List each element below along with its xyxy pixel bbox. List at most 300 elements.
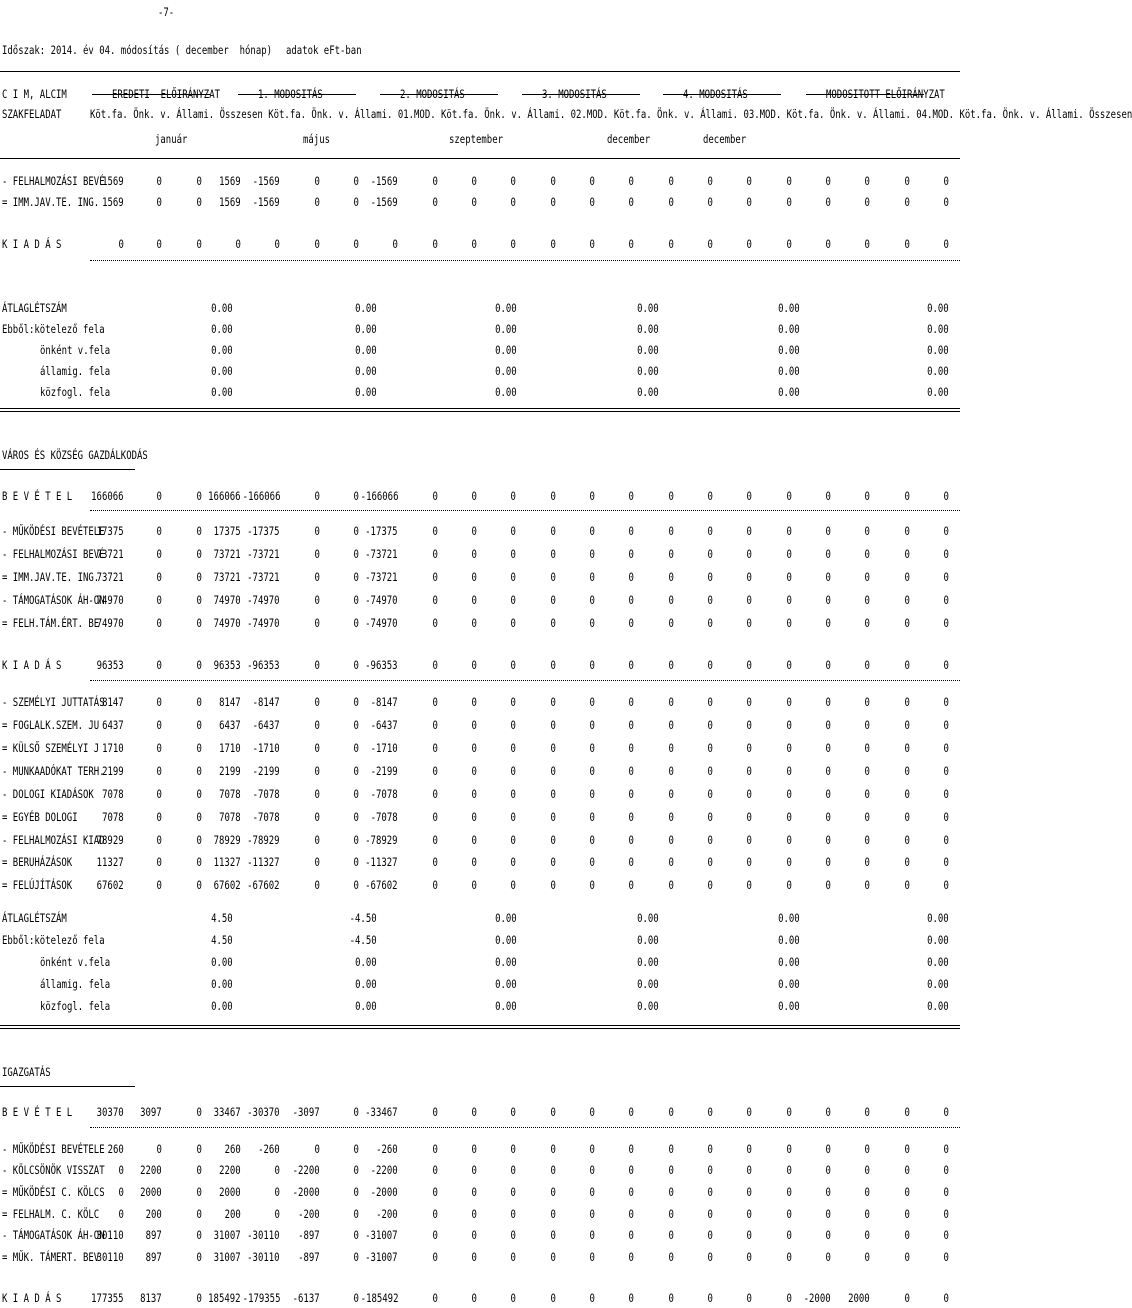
row-value: 0	[314, 855, 320, 869]
row-value: -6437	[252, 718, 280, 732]
row-value: 0	[314, 570, 320, 584]
staff-value: 0.00	[637, 322, 659, 336]
row-label: = FELÚJÍTÁSOK	[2, 878, 73, 892]
row-value: 0	[510, 570, 516, 584]
row-value: 0	[943, 1105, 949, 1119]
row-value: 0	[353, 764, 359, 778]
row-value: 2000	[848, 1291, 870, 1305]
row-value: 0	[196, 878, 202, 892]
row-value: 0	[196, 616, 202, 630]
row-value: 0	[353, 741, 359, 755]
row-value: 0	[314, 695, 320, 709]
row-value: 11327	[96, 855, 124, 869]
row-value: 74970	[96, 593, 124, 607]
column-month: január	[155, 132, 188, 146]
row-value: 0	[864, 787, 870, 801]
row-value: 0	[510, 1185, 516, 1199]
row-value: 0	[589, 1185, 595, 1199]
row-value: 0	[196, 658, 202, 672]
staff-value: 0.00	[927, 385, 949, 399]
section-separator	[0, 408, 960, 412]
row-value: 0	[825, 1185, 831, 1199]
row-value: 0	[825, 616, 831, 630]
row-value: 0	[510, 1105, 516, 1119]
row-value: 0	[353, 855, 359, 869]
group-bracket	[238, 94, 356, 95]
row-value: 0	[904, 741, 910, 755]
row-value: 0	[353, 524, 359, 538]
row-value: 17375	[213, 524, 241, 538]
row-label: - KÖLCSÖNÖK VISSZAT	[2, 1163, 105, 1177]
row-value: 0	[668, 810, 674, 824]
row-value: 0	[746, 174, 752, 188]
row-value: 0	[432, 489, 438, 503]
row-value: 0	[943, 1291, 949, 1305]
row-value: 0	[156, 524, 162, 538]
staff-value: 0.00	[927, 364, 949, 378]
staff-value: 0.00	[495, 343, 517, 357]
row-value: 0	[314, 878, 320, 892]
row-value: 0	[786, 616, 792, 630]
row-value: 0	[825, 741, 831, 755]
row-value: 0	[432, 695, 438, 709]
row-value: 0	[196, 547, 202, 561]
staff-value: 0.00	[355, 955, 377, 969]
row-value: 0	[943, 1163, 949, 1177]
row-value: 1710	[219, 741, 241, 755]
row-value: 0	[156, 833, 162, 847]
row-value: 0	[589, 810, 595, 824]
row-value: 0	[825, 764, 831, 778]
staff-value: -4.50	[349, 911, 377, 925]
staff-value: 0.00	[637, 385, 659, 399]
row-value: -17375	[365, 524, 398, 538]
row-value: 0	[510, 195, 516, 209]
row-value: 7078	[102, 787, 124, 801]
row-value: 0	[471, 718, 477, 732]
staff-value: 0.00	[927, 301, 949, 315]
row-value: 0	[274, 1185, 280, 1199]
row-value: 0	[904, 616, 910, 630]
row-value: 0	[746, 616, 752, 630]
row-value: 0	[746, 718, 752, 732]
row-value: 0	[786, 718, 792, 732]
staff-value: 0.00	[637, 364, 659, 378]
row-value: 0	[550, 195, 556, 209]
row-value: 31007	[213, 1228, 241, 1242]
staff-value: 0.00	[211, 977, 233, 991]
staff-value: 0.00	[495, 999, 517, 1013]
column-month: szeptember	[449, 132, 504, 146]
row-value: 0	[825, 855, 831, 869]
row-value: -6137	[292, 1291, 320, 1305]
row-value: -2199	[370, 764, 398, 778]
column-group-header: 2. MODOSITÁS	[400, 87, 465, 101]
row-value: 0	[786, 1291, 792, 1305]
row-value: 0	[825, 833, 831, 847]
row-value: 0	[864, 1142, 870, 1156]
row-value: 0	[589, 593, 595, 607]
row-value: 0	[156, 658, 162, 672]
staff-value: 0.00	[927, 911, 949, 925]
row-value: 0	[746, 237, 752, 251]
row-value: -74970	[247, 593, 280, 607]
row-value: 0	[786, 1163, 792, 1177]
row-value: 0	[864, 1185, 870, 1199]
row-value: 0	[943, 741, 949, 755]
row-value: 0	[904, 1105, 910, 1119]
row-value: 0	[864, 878, 870, 892]
row-value: 0	[432, 658, 438, 672]
row-value: 0	[746, 855, 752, 869]
row-value: 0	[510, 878, 516, 892]
row-value: 0	[825, 524, 831, 538]
row-label: - TÁMOGATÁSOK ÁH-ON	[2, 593, 105, 607]
row-value: 0	[196, 810, 202, 824]
row-value: 0	[510, 695, 516, 709]
row-value: 0	[589, 1105, 595, 1119]
row-value: 0	[746, 1250, 752, 1264]
staff-value: 0.00	[927, 343, 949, 357]
row-value: 0	[156, 489, 162, 503]
row-value: 0	[156, 174, 162, 188]
row-value: 260	[107, 1142, 124, 1156]
row-value: 0	[746, 1228, 752, 1242]
row-value: -7078	[252, 810, 280, 824]
row-value: 0	[196, 855, 202, 869]
row-value: -1569	[252, 195, 280, 209]
row-value: 0	[943, 1250, 949, 1264]
row-value: 0	[432, 1105, 438, 1119]
row-value: -74970	[365, 593, 398, 607]
row-value: 0	[550, 695, 556, 709]
row-value: 0	[825, 547, 831, 561]
row-value: 0	[707, 616, 713, 630]
row-value: 0	[786, 658, 792, 672]
row-value: 0	[314, 174, 320, 188]
row-value: -7078	[252, 787, 280, 801]
staff-value: 0.00	[778, 301, 800, 315]
row-value: 0	[314, 833, 320, 847]
staff-value: 0.00	[355, 301, 377, 315]
row-value: 0	[668, 695, 674, 709]
row-value: 74970	[96, 616, 124, 630]
row-value: 0	[510, 524, 516, 538]
row-value: 0	[746, 1207, 752, 1221]
row-value: 0	[510, 547, 516, 561]
row-value: 0	[864, 1228, 870, 1242]
row-value: 0	[314, 547, 320, 561]
row-value: -179355	[242, 1291, 280, 1305]
row-value: 0	[628, 833, 634, 847]
row-value: 0	[825, 489, 831, 503]
row-value: 0	[589, 1142, 595, 1156]
row-value: 0	[904, 695, 910, 709]
staff-value: 0.00	[211, 301, 233, 315]
row-value: -1710	[370, 741, 398, 755]
row-value: -7078	[370, 787, 398, 801]
row-value: 0	[628, 524, 634, 538]
row-value: 0	[786, 855, 792, 869]
row-value: 0	[707, 1163, 713, 1177]
row-value: 0	[196, 741, 202, 755]
row-label: K I A D Á S	[2, 237, 62, 251]
row-value: -166066	[360, 489, 398, 503]
row-value: 0	[786, 1105, 792, 1119]
row-value: 6437	[102, 718, 124, 732]
row-value: 0	[156, 570, 162, 584]
row-label: - FELHALMOZÁSI BEVÉ	[2, 547, 105, 561]
row-value: 0	[589, 787, 595, 801]
row-value: 0	[825, 1207, 831, 1221]
row-value: 17375	[96, 524, 124, 538]
row-value: 0	[471, 524, 477, 538]
group-bracket	[663, 94, 781, 95]
row-value: 96353	[96, 658, 124, 672]
staff-label: önként v.fela	[40, 343, 111, 357]
row-value: 0	[196, 787, 202, 801]
row-value: -30110	[247, 1250, 280, 1264]
row-value: -74970	[365, 616, 398, 630]
column-label-szakfeladat: SZAKFELADAT	[2, 107, 62, 121]
row-value: 0	[668, 237, 674, 251]
row-label: = FOGLALK.SZEM. JU	[2, 718, 100, 732]
row-value: -6437	[370, 718, 398, 732]
row-value: 0	[825, 787, 831, 801]
row-value: 0	[943, 1142, 949, 1156]
row-value: 0	[864, 833, 870, 847]
row-value: 0	[746, 695, 752, 709]
row-value: 0	[196, 524, 202, 538]
row-value: 0	[589, 1228, 595, 1242]
row-value: 0	[471, 1207, 477, 1221]
row-value: 0	[589, 718, 595, 732]
row-value: 0	[589, 616, 595, 630]
staff-value: 0.00	[778, 385, 800, 399]
row-value: -31007	[365, 1250, 398, 1264]
row-value: 0	[943, 570, 949, 584]
row-value: 0	[196, 195, 202, 209]
row-value: 0	[471, 570, 477, 584]
row-value: 0	[118, 237, 124, 251]
row-value: 0	[589, 833, 595, 847]
row-value: 0	[825, 1163, 831, 1177]
row-value: 0	[550, 174, 556, 188]
row-value: 8147	[219, 695, 241, 709]
staff-value: 0.00	[927, 999, 949, 1013]
row-value: -33467	[365, 1105, 398, 1119]
section-separator	[0, 1025, 960, 1029]
row-value: 0	[628, 741, 634, 755]
row-value: 0	[628, 718, 634, 732]
row-value: 7078	[219, 787, 241, 801]
row-value: 0	[510, 1228, 516, 1242]
row-value: 0	[432, 195, 438, 209]
staff-label: Ebből:kötelező fela	[2, 322, 105, 336]
row-value: 0	[510, 741, 516, 755]
staff-value: 0.00	[778, 322, 800, 336]
staff-value: 0.00	[495, 955, 517, 969]
row-value: 0	[510, 764, 516, 778]
row-value: 0	[864, 764, 870, 778]
row-value: 0	[825, 878, 831, 892]
row-label: B E V É T E L	[2, 489, 73, 503]
column-group-header: MODOSITOTT ELŐIRÁNYZAT	[826, 87, 945, 101]
row-value: 166066	[208, 489, 241, 503]
row-value: 0	[707, 593, 713, 607]
row-value: 0	[904, 878, 910, 892]
row-value: 0	[196, 1207, 202, 1221]
row-value: 0	[825, 718, 831, 732]
row-value: 0	[156, 810, 162, 824]
row-label: - TÁMOGATÁSOK ÁH-ON	[2, 1228, 105, 1242]
row-value: 0	[707, 658, 713, 672]
row-value: 0	[943, 810, 949, 824]
row-value: 0	[707, 1250, 713, 1264]
row-value: 0	[786, 764, 792, 778]
row-value: 0	[471, 1163, 477, 1177]
row-value: 8137	[140, 1291, 162, 1305]
row-value: 0	[510, 593, 516, 607]
staff-value: 0.00	[495, 977, 517, 991]
row-value: 0	[746, 489, 752, 503]
row-value: 0	[156, 195, 162, 209]
row-value: 0	[707, 1207, 713, 1221]
row-value: 0	[668, 718, 674, 732]
group-bracket	[380, 94, 498, 95]
row-value: 0	[471, 787, 477, 801]
row-value: 0	[786, 695, 792, 709]
row-value: 0	[904, 787, 910, 801]
row-value: 0	[864, 174, 870, 188]
row-value: 0	[353, 878, 359, 892]
row-value: 0	[353, 593, 359, 607]
row-value: 0	[786, 1142, 792, 1156]
row-value: 0	[904, 833, 910, 847]
row-value: 96353	[213, 658, 241, 672]
row-value: -30110	[247, 1228, 280, 1242]
row-value: 1569	[219, 195, 241, 209]
row-value: 0	[550, 570, 556, 584]
row-value: 0	[707, 833, 713, 847]
staff-label: államig. fela	[40, 977, 111, 991]
row-value: -78929	[365, 833, 398, 847]
row-value: 6437	[219, 718, 241, 732]
row-value: 0	[864, 855, 870, 869]
row-value: 0	[589, 547, 595, 561]
row-value: 0	[864, 718, 870, 732]
row-value: 0	[550, 810, 556, 824]
row-label: = FELHALM. C. KÖLC	[2, 1207, 100, 1221]
period-label: Időszak: 2014. év 04. módosítás ( december hónap)	[2, 43, 273, 57]
row-value: 0	[864, 741, 870, 755]
row-value: -897	[298, 1228, 320, 1242]
row-value: -8147	[370, 695, 398, 709]
staff-value: 0.00	[927, 322, 949, 336]
column-label-cim: C I M, ALCIM	[2, 87, 67, 101]
row-value: 0	[825, 810, 831, 824]
row-value: 0	[314, 658, 320, 672]
row-value: 0	[904, 593, 910, 607]
row-label: K I A D Á S	[2, 658, 62, 672]
staff-value: 0.00	[211, 955, 233, 969]
row-value: 0	[156, 547, 162, 561]
row-value: 0	[707, 1142, 713, 1156]
column-group-header: 3. MODOSITÁS	[542, 87, 607, 101]
row-value: -96353	[365, 658, 398, 672]
row-value: 1569	[102, 174, 124, 188]
row-value: 0	[314, 237, 320, 251]
row-label: - FELHALMOZÁSI BEVÉ	[2, 174, 105, 188]
row-value: 0	[196, 489, 202, 503]
row-value: 0	[432, 1291, 438, 1305]
row-value: 0	[904, 1142, 910, 1156]
row-value: -185492	[360, 1291, 398, 1305]
row-value: 0	[471, 547, 477, 561]
group-bracket	[522, 94, 640, 95]
row-value: 0	[589, 855, 595, 869]
row-value: 0	[550, 1163, 556, 1177]
row-value: 0	[786, 741, 792, 755]
row-value: 0	[746, 741, 752, 755]
row-value: 0	[628, 195, 634, 209]
row-value: 0	[668, 195, 674, 209]
row-value: 200	[145, 1207, 162, 1221]
row-value: 0	[156, 695, 162, 709]
row-value: -897	[298, 1250, 320, 1264]
row-value: 0	[314, 616, 320, 630]
row-value: 0	[864, 616, 870, 630]
row-value: 0	[550, 1105, 556, 1119]
row-value: 0	[353, 195, 359, 209]
row-value: 0	[471, 833, 477, 847]
row-value: 0	[668, 174, 674, 188]
row-value: 0	[707, 878, 713, 892]
row-value: -1710	[252, 741, 280, 755]
row-value: 0	[550, 878, 556, 892]
row-value: 0	[707, 810, 713, 824]
row-value: 0	[628, 1207, 634, 1221]
row-value: -7078	[370, 810, 398, 824]
row-value: 0	[668, 524, 674, 538]
row-value: 0	[707, 1185, 713, 1199]
row-value: 0	[786, 833, 792, 847]
row-value: 0	[668, 1142, 674, 1156]
row-value: 0	[589, 695, 595, 709]
row-value: 0	[825, 695, 831, 709]
staff-value: -4.50	[349, 933, 377, 947]
row-value: -2000	[292, 1185, 320, 1199]
row-value: 0	[353, 1163, 359, 1177]
staff-value: 0.00	[778, 955, 800, 969]
row-value: 0	[864, 195, 870, 209]
row-value: 0	[156, 878, 162, 892]
row-label: - MUNKAADÓKAT TERH.	[2, 764, 105, 778]
row-value: 0	[668, 1207, 674, 1221]
row-value: 2000	[140, 1185, 162, 1199]
row-value: 0	[707, 237, 713, 251]
row-value: 0	[432, 1207, 438, 1221]
row-value: 0	[825, 1250, 831, 1264]
row-value: 0	[707, 1291, 713, 1305]
staff-value: 0.00	[637, 911, 659, 925]
row-value: 0	[510, 1250, 516, 1264]
row-value: 0	[118, 1163, 124, 1177]
row-value: 1569	[102, 195, 124, 209]
row-label: = IMM.JAV.TE. ING.	[2, 570, 100, 584]
row-value: 0	[746, 658, 752, 672]
row-value: 0	[943, 1207, 949, 1221]
